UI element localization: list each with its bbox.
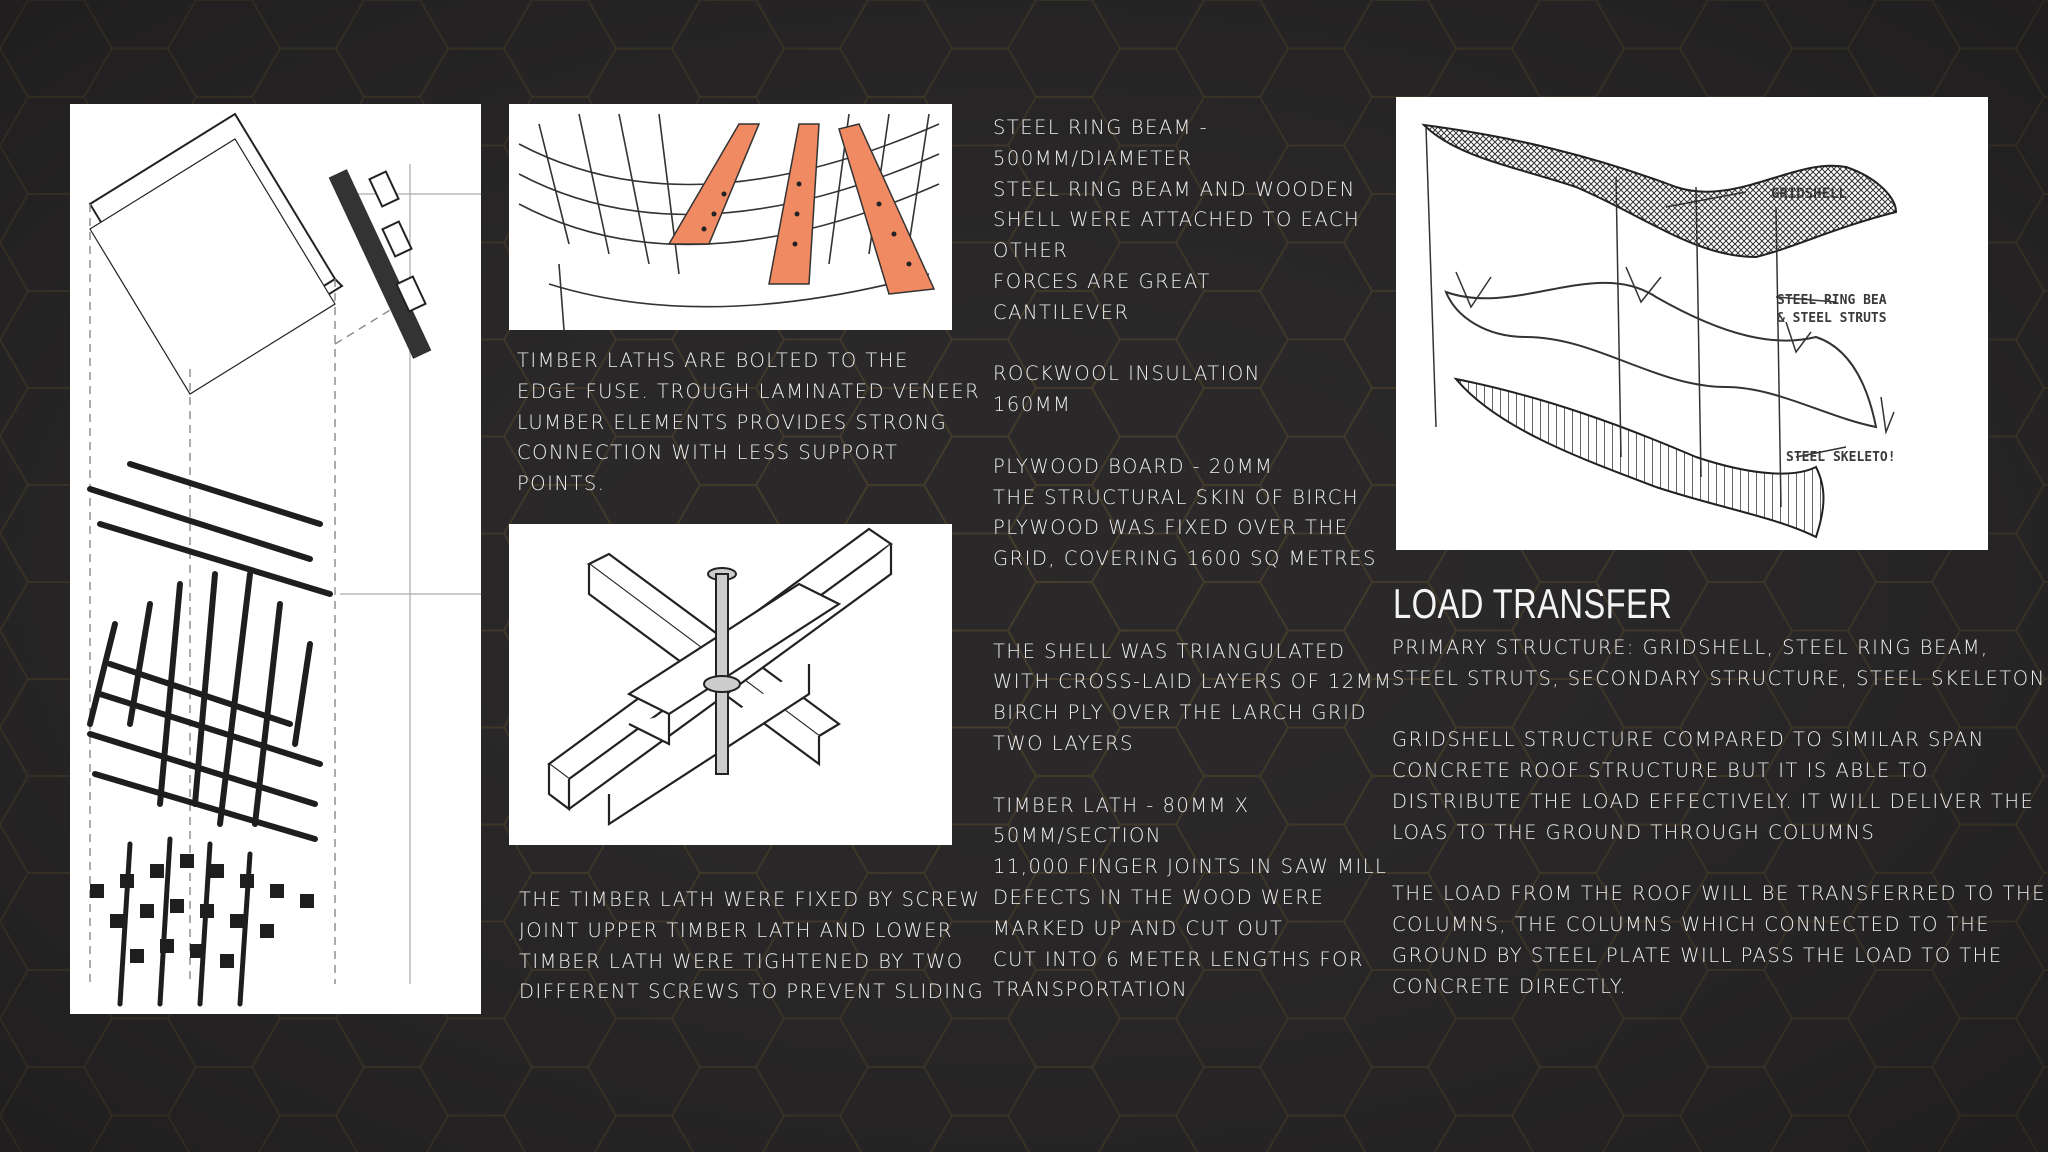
screw-joint-caption: THE TIMBER LATH WERE FIXED BY SCREW JOINT UPPER TIMBER LATH AND LOWER TIMBER LATH WERE TIGHTENED BY TWO DIFFERENT SCREWS TO PREVENT SLIDING (519, 888, 985, 1004)
exploded-axonometric-diagram (70, 104, 481, 1014)
label-steel-struts: & STEEL STRUTS (1777, 311, 1887, 326)
materials-spec-text: STEEL RING BEAM - 500MM/DIAMETER STEEL RING BEAM AND WOODEN SHELL WERE ATTACHED TO EACH OTHER FORCES ARE GREAT CANTILEVER ROCKWOOL INSULATION 160MM PLYWOOD BOARD - 20MM THE STRUCTURAL SKIN OF BIRCH PLYWOOD WAS FIXED OVER THE GRID, COVERING 1600 SQ METRES THE SHELL WAS TRIANGULATED WITH CROSS-LAID LAYERS OF 12MM BIRCH PLY OVER THE LARCH GRID TWO LAYERS TIMBER LATH - 80MM X 50MM/SECTION 11,000 FINGER JOINTS IN SAW MILL DEFECTS IN THE WOOD WERE MARKED UP AND CUT OUT CUT INTO 6 METER LENGTHS FOR TRANSPORTATION (993, 116, 1393, 1002)
gridshell-load-diagram (1396, 97, 1988, 550)
label-gridshell: GRIDSHELL (1771, 186, 1847, 202)
label-steel-ring-beam: STEEL RING BEA (1777, 293, 1887, 308)
screw-joint-detail-image (509, 524, 952, 845)
timber-lath-edge-detail-image (509, 104, 952, 330)
label-steel-skeleton: STEEL SKELETO! (1786, 450, 1896, 465)
load-transfer-title: LOAD TRANSFER (1393, 580, 1673, 627)
timber-lath-bolt-caption: TIMBER LATHS ARE BOLTED TO THE EDGE FUSE. TROUGH LAMINATED VENEER LUMBER ELEMENTS PROVIDES STRONG CONNECTION WITH LESS SUPPORT POINTS. (517, 349, 981, 496)
load-transfer-text: PRIMARY STRUCTURE: GRIDSHELL, STEEL RING BEAM, STEEL STRUTS, SECONDARY STRUCTURE, STEEL SKELETON GRIDSHELL STRUCTURE COMPARED TO SIMILAR SPAN CONCRETE ROOF STRUCTURE BUT IT IS ABLE TO DISTRIBUTE THE LOAD EFFECTIVELY. IT WILL DELIVER THE LOAS TO THE GROUND THROUGH COLUMNS THE LOAD FROM THE ROOF WILL BE TRANSFERRED TO THE COLUMNS, THE COLUMNS WHICH CONNECTED TO THE GROUND BY STEEL PLATE WILL PASS THE LOAD TO THE CONCRETE DIRECTLY. (1392, 636, 2046, 998)
